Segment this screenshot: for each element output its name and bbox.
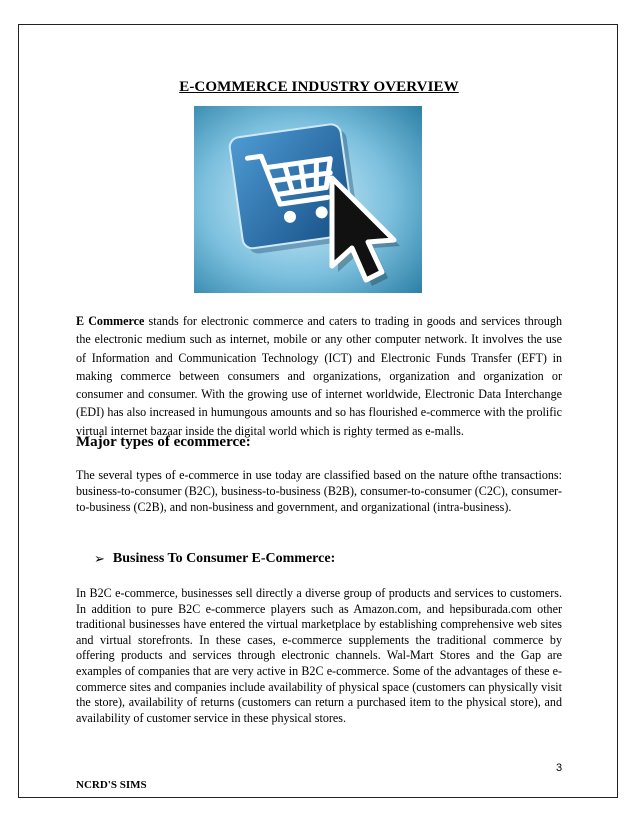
footer-label: NCRD'S SIMS [76, 779, 147, 791]
intro-lead-term: E Commerce [76, 314, 145, 328]
shopping-cart-cursor-image [194, 106, 422, 293]
arrow-bullet-icon: ➢ [94, 551, 105, 567]
major-types-paragraph: The several types of e-commerce in use today are classified based on the nature ofthe transactions: business-to-consumer (B2C), business-to-business (B2B), consumer-to-consumer (C2C), consumer-to-business (C2B), and non-business and government, and organizational (intra-business). [76, 468, 562, 514]
page-title: E-COMMERCE INDUSTRY OVERVIEW [179, 79, 459, 95]
b2c-paragraph: In B2C e-commerce, businesses sell directly a diverse group of products and services to customers. In addition to pure B2C e-commerce players such as Amazon.com, and hepsiburada.com other traditional businesses have entered the virtual marketplace by establishing comprehensive web sites and virtual storefronts. In these cases, e-commerce supplements the traditional commerce by offering products and services through electronic channels. Wal-Mart Stores and the Gap are examples of companies that are very active in B2C e-commerce. Some of the advantages of these e-commerce sites and companies include availability of physical space (customers can physically visit the store), availability of returns (customers can return a purchased item to the physical store), and availability of customer service in these physical stores. [76, 586, 562, 725]
intro-text: stands for electronic commerce and caters to trading in goods and services through the electronic medium such as internet, mobile or any other computer network. It involves the use of Information and Communication Technology (ICT) and Electronic Funds Transfer (EFT) in making commerce between consumers and organizations, organization and organization or consumer and consumer. With the growing use of internet worldwide, Electronic Data Interchange (EDI) has also increased in humungous amounts and so has flourished e-commerce with the prolific virtual internet bazaar inside the digital world which is righty termed as e-malls. [76, 314, 562, 438]
intro-paragraph [76, 312, 562, 440]
b2c-heading [94, 551, 335, 567]
page-number: 3 [556, 762, 563, 774]
b2c-heading-text: Business To Consumer E-Commerce: [112, 551, 336, 566]
major-types-heading: Major types of ecommerce: [76, 434, 251, 450]
